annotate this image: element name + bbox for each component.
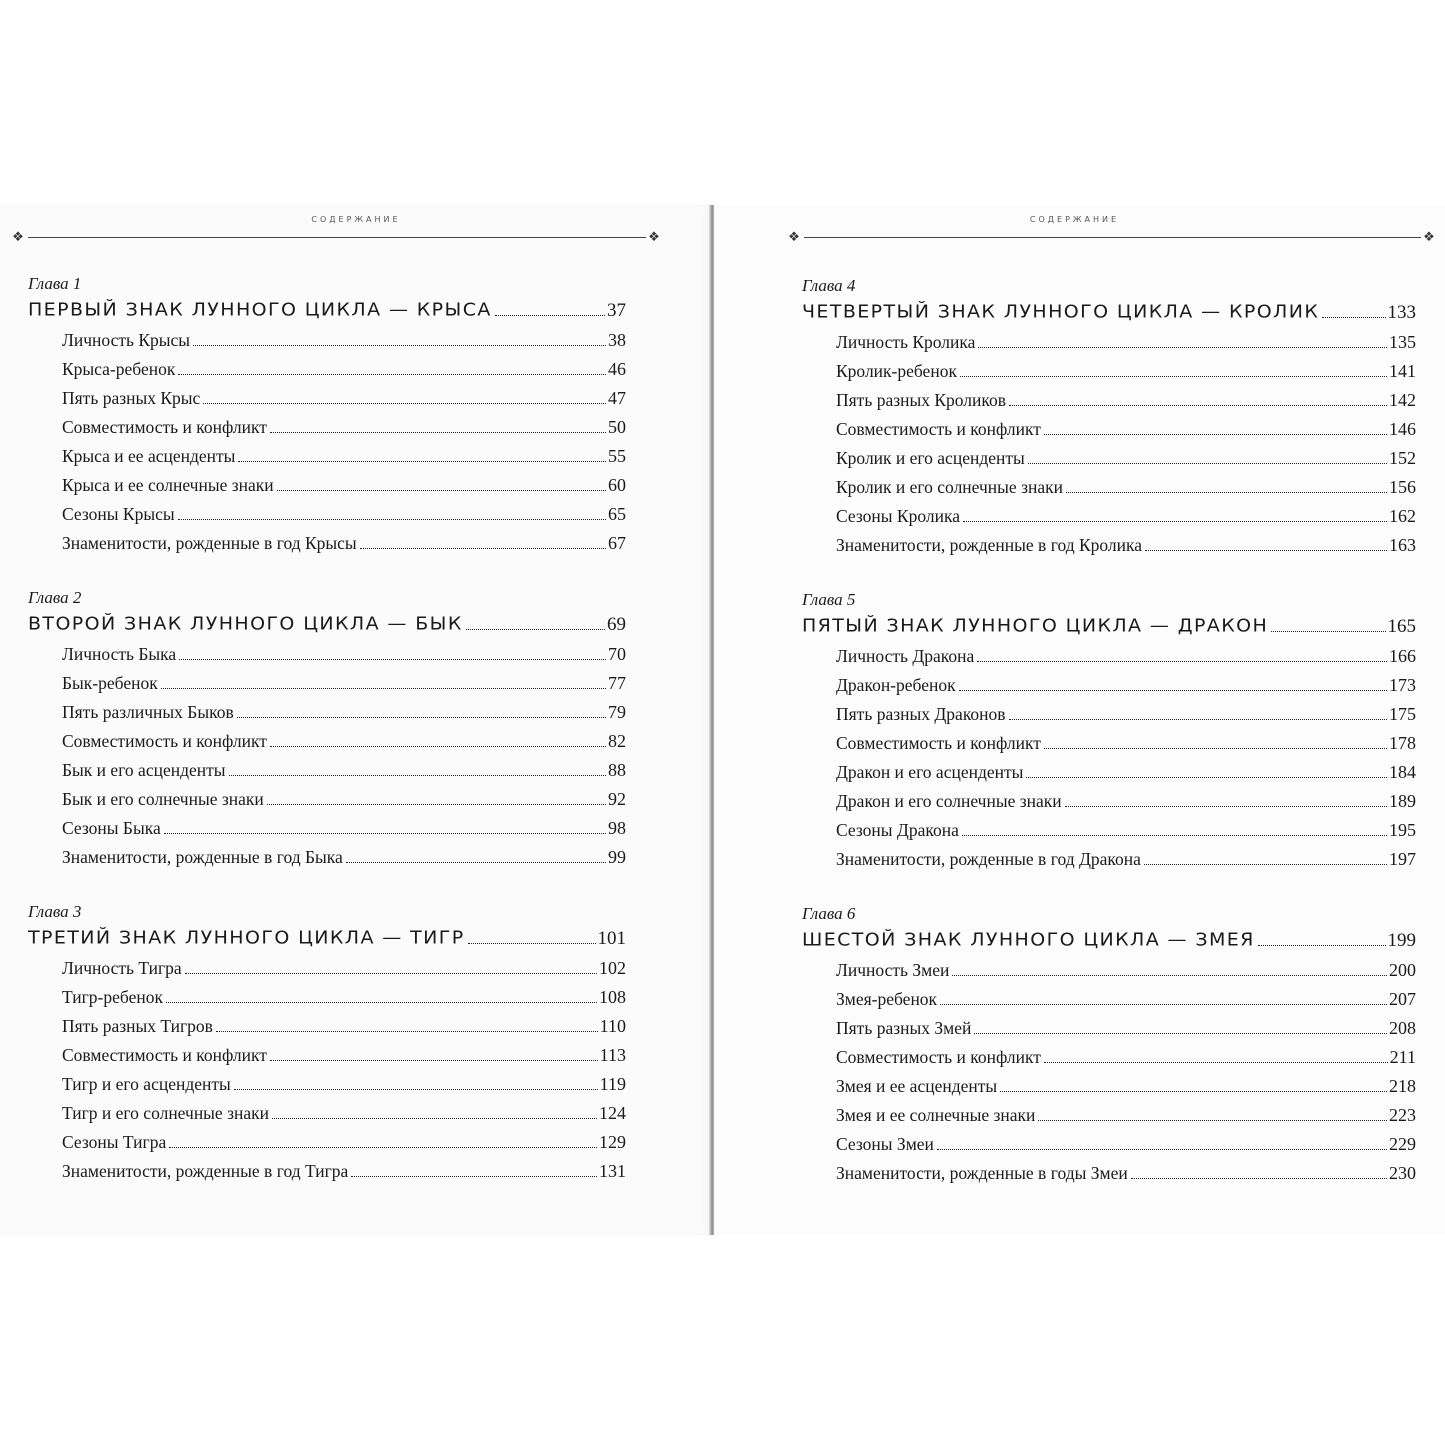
toc-entry-page-number: 163 bbox=[1389, 535, 1416, 555]
toc-entry-page-number: 38 bbox=[608, 330, 626, 350]
table-of-contents-left bbox=[28, 273, 626, 1186]
toc-entry-page-number: 208 bbox=[1389, 1018, 1416, 1038]
toc-entry[interactable] bbox=[802, 357, 1416, 386]
toc-entry-title: Личность Змеи bbox=[836, 960, 950, 980]
dot-leader bbox=[178, 519, 606, 520]
dot-leader bbox=[1271, 631, 1385, 632]
chapter-title: ПЕРВЫЙ ЗНАК ЛУННОГО ЦИКЛА — КРЫСА bbox=[28, 299, 492, 321]
running-head-right: содержание bbox=[1029, 211, 1120, 225]
toc-entry-page-number: 229 bbox=[1389, 1134, 1416, 1154]
toc-entry-title: Личность Дракона bbox=[836, 646, 975, 666]
toc-entry[interactable] bbox=[802, 642, 1416, 671]
toc-entry-page-number: 162 bbox=[1389, 506, 1416, 526]
toc-entry-title: Сезоны Дракона bbox=[836, 820, 959, 840]
toc-entry[interactable] bbox=[802, 956, 1416, 985]
dot-leader bbox=[1044, 1062, 1388, 1063]
header-rule-left bbox=[28, 237, 646, 238]
dot-leader bbox=[272, 1118, 597, 1119]
toc-entry[interactable] bbox=[802, 985, 1416, 1014]
toc-entry[interactable] bbox=[28, 640, 626, 669]
toc-entry-page-number: 173 bbox=[1389, 675, 1416, 695]
toc-entry-page-number: 166 bbox=[1389, 646, 1416, 666]
toc-entry-title: Совместимость и конфликт bbox=[62, 417, 267, 437]
dot-leader bbox=[229, 775, 606, 776]
toc-entry-page-number: 211 bbox=[1389, 1047, 1416, 1067]
toc-entry[interactable] bbox=[802, 473, 1416, 502]
toc-entry-title: Сезоны Тигра bbox=[62, 1132, 167, 1152]
toc-entry[interactable] bbox=[802, 502, 1416, 531]
toc-entry-page-number: 184 bbox=[1389, 762, 1416, 782]
dot-leader bbox=[237, 717, 606, 718]
toc-entry-page-number: 195 bbox=[1389, 820, 1416, 840]
dot-leader bbox=[952, 975, 1387, 976]
toc-entry-title: Змея-ребенок bbox=[836, 989, 938, 1009]
dot-leader bbox=[1044, 748, 1387, 749]
toc-entry-page-number: 77 bbox=[608, 673, 626, 693]
dot-leader bbox=[962, 835, 1387, 836]
dot-leader bbox=[1145, 550, 1387, 551]
toc-entry-title: Змея и ее асценденты bbox=[836, 1076, 998, 1096]
toc-entry-title: Совместимость и конфликт bbox=[62, 1045, 267, 1065]
toc-entry-title: Дракон-ребенок bbox=[836, 675, 956, 695]
toc-entry-title: Пять различных Быков bbox=[62, 702, 234, 722]
toc-entry[interactable] bbox=[802, 1130, 1416, 1159]
toc-entry-title: Сезоны Кролика bbox=[836, 506, 960, 526]
chapter-title: ЧЕТВЕРТЫЙ ЗНАК ЛУННОГО ЦИКЛА — КРОЛИК bbox=[802, 301, 1320, 323]
dot-leader bbox=[178, 374, 606, 375]
chapter-block bbox=[802, 275, 1416, 560]
chapter-spacer bbox=[802, 874, 1416, 903]
dot-leader bbox=[1066, 492, 1387, 493]
toc-entry-title: Крыса-ребенок bbox=[62, 359, 176, 379]
toc-entry-title: Знаменитости, рожденные в годы Змеи bbox=[836, 1163, 1128, 1183]
dot-leader bbox=[1038, 1120, 1387, 1121]
toc-entry-title: Кролик и его солнечные знаки bbox=[836, 477, 1063, 497]
toc-entry-title: Тигр и его асценденты bbox=[62, 1074, 231, 1094]
running-head-left: содержание bbox=[311, 211, 401, 225]
toc-entry-page-number: 189 bbox=[1389, 791, 1416, 811]
dot-leader bbox=[193, 345, 606, 346]
toc-entry[interactable] bbox=[802, 700, 1416, 729]
dot-leader bbox=[974, 1033, 1387, 1034]
dot-leader bbox=[1009, 719, 1387, 720]
toc-entry-page-number: 82 bbox=[608, 731, 626, 751]
toc-entry[interactable] bbox=[802, 1159, 1416, 1188]
dot-leader bbox=[216, 1031, 598, 1032]
toc-entry-title: Пять разных Змей bbox=[836, 1018, 972, 1038]
endless-knot-icon: ❖ bbox=[648, 229, 660, 244]
toc-entry-page-number: 129 bbox=[599, 1132, 626, 1152]
toc-entry-title: Личность Быка bbox=[62, 644, 177, 664]
dot-leader bbox=[161, 688, 606, 689]
toc-entry[interactable] bbox=[28, 727, 626, 756]
toc-entry[interactable] bbox=[28, 756, 626, 785]
toc-entry-title: Дракон и его солнечные знаки bbox=[836, 791, 1062, 811]
toc-entry[interactable] bbox=[802, 1101, 1416, 1130]
toc-entry-title: Пять разных Крыс bbox=[62, 388, 201, 408]
chapter-title: ШЕСТОЙ ЗНАК ЛУННОГО ЦИКЛА — ЗМЕЯ bbox=[802, 929, 1255, 951]
toc-entry[interactable] bbox=[28, 471, 626, 500]
chapter-block bbox=[802, 903, 1416, 1188]
toc-entry[interactable] bbox=[28, 1099, 626, 1128]
toc-entry-title: Знаменитости, рожденные в год Крысы bbox=[62, 533, 357, 553]
chapter-label: Глава 5 bbox=[802, 590, 856, 609]
toc-entry[interactable] bbox=[28, 529, 626, 558]
dot-leader bbox=[1258, 945, 1386, 946]
toc-entry-title: Пять разных Кроликов bbox=[836, 390, 1007, 410]
chapter-label: Глава 6 bbox=[802, 904, 856, 923]
dot-leader bbox=[169, 1147, 597, 1148]
toc-entry-page-number: 79 bbox=[608, 702, 626, 722]
toc-entry[interactable] bbox=[802, 531, 1416, 560]
header-rule-right bbox=[804, 237, 1421, 238]
toc-entry-page-number: 135 bbox=[1389, 332, 1416, 352]
toc-entry-page-number: 152 bbox=[1389, 448, 1416, 468]
toc-entry-page-number: 200 bbox=[1389, 960, 1416, 980]
toc-entry[interactable] bbox=[802, 444, 1416, 473]
dot-leader bbox=[270, 432, 606, 433]
toc-entry-page-number: 197 bbox=[1389, 849, 1416, 869]
chapter-page-number: 133 bbox=[1387, 302, 1416, 323]
dot-leader bbox=[960, 376, 1387, 377]
toc-entry[interactable] bbox=[802, 328, 1416, 357]
chapter-heading-link[interactable] bbox=[28, 923, 626, 954]
toc-entry-page-number: 175 bbox=[1389, 704, 1416, 724]
toc-entry-page-number: 230 bbox=[1389, 1163, 1416, 1183]
toc-entry[interactable] bbox=[802, 758, 1416, 787]
toc-entry-page-number: 99 bbox=[608, 847, 626, 867]
dot-leader bbox=[963, 521, 1387, 522]
dot-leader bbox=[234, 1089, 598, 1090]
dot-leader bbox=[1009, 405, 1387, 406]
chapter-heading-link[interactable] bbox=[802, 297, 1416, 328]
toc-entry-page-number: 108 bbox=[599, 987, 626, 1007]
endless-knot-icon: ❖ bbox=[12, 229, 24, 244]
toc-entry-title: Кролик и его асценденты bbox=[836, 448, 1025, 468]
toc-entry[interactable] bbox=[28, 1012, 626, 1041]
toc-entry-page-number: 60 bbox=[608, 475, 626, 495]
toc-entry-page-number: 142 bbox=[1389, 390, 1416, 410]
chapter-label: Глава 3 bbox=[28, 902, 82, 921]
toc-entry[interactable] bbox=[28, 1157, 626, 1186]
toc-entry[interactable] bbox=[28, 669, 626, 698]
toc-entry[interactable] bbox=[28, 954, 626, 983]
toc-entry-title: Тигр и его солнечные знаки bbox=[62, 1103, 269, 1123]
toc-entry-page-number: 110 bbox=[599, 1016, 626, 1036]
left-page bbox=[0, 205, 712, 1235]
toc-entry-page-number: 70 bbox=[608, 644, 626, 664]
toc-entry[interactable] bbox=[802, 415, 1416, 444]
chapter-page-number: 37 bbox=[607, 300, 626, 321]
chapter-title: ПЯТЫЙ ЗНАК ЛУННОГО ЦИКЛА — ДРАКОН bbox=[802, 615, 1269, 637]
toc-entry[interactable] bbox=[802, 1072, 1416, 1101]
dot-leader bbox=[1131, 1178, 1387, 1179]
dot-leader bbox=[495, 315, 605, 316]
toc-entry-page-number: 67 bbox=[608, 533, 626, 553]
dot-leader bbox=[937, 1149, 1387, 1150]
chapter-page-number: 69 bbox=[607, 614, 626, 635]
toc-entry-title: Пять разных Тигров bbox=[62, 1016, 213, 1036]
dot-leader bbox=[351, 1176, 597, 1177]
chapter-label: Глава 1 bbox=[28, 274, 82, 293]
table-of-contents-right bbox=[802, 275, 1416, 1188]
toc-entry-title: Совместимость и конфликт bbox=[62, 731, 267, 751]
dot-leader bbox=[1322, 317, 1385, 318]
toc-entry-title: Знаменитости, рожденные в год Кролика bbox=[836, 535, 1143, 555]
endless-knot-icon: ❖ bbox=[788, 229, 800, 244]
dot-leader bbox=[360, 548, 606, 549]
dot-leader bbox=[346, 862, 606, 863]
dot-leader bbox=[959, 690, 1387, 691]
toc-entry-title: Пять разных Драконов bbox=[836, 704, 1006, 724]
toc-entry-page-number: 178 bbox=[1389, 733, 1416, 753]
toc-entry-page-number: 124 bbox=[599, 1103, 626, 1123]
chapter-block bbox=[28, 587, 626, 872]
dot-leader bbox=[940, 1004, 1387, 1005]
chapter-spacer bbox=[802, 560, 1416, 589]
toc-entry[interactable] bbox=[802, 816, 1416, 845]
toc-entry-page-number: 218 bbox=[1389, 1076, 1416, 1096]
dot-leader bbox=[466, 629, 605, 630]
toc-entry-page-number: 119 bbox=[599, 1074, 626, 1094]
toc-entry-title: Бык-ребенок bbox=[62, 673, 158, 693]
dot-leader bbox=[977, 661, 1387, 662]
dot-leader bbox=[203, 403, 606, 404]
toc-entry-page-number: 207 bbox=[1389, 989, 1416, 1009]
toc-entry-page-number: 113 bbox=[599, 1045, 626, 1065]
toc-entry[interactable] bbox=[802, 1014, 1416, 1043]
chapter-spacer bbox=[28, 872, 626, 901]
toc-entry-title: Знаменитости, рожденные в год Тигра bbox=[62, 1161, 349, 1181]
chapter-heading-link[interactable] bbox=[802, 925, 1416, 956]
toc-entry[interactable] bbox=[28, 442, 626, 471]
chapter-heading-link[interactable] bbox=[28, 295, 626, 326]
chapter-block bbox=[28, 901, 626, 1186]
toc-entry-page-number: 223 bbox=[1389, 1105, 1416, 1125]
toc-entry[interactable] bbox=[28, 1128, 626, 1157]
toc-entry-title: Сезоны Быка bbox=[62, 818, 161, 838]
toc-entry-page-number: 55 bbox=[608, 446, 626, 466]
toc-entry-title: Змея и ее солнечные знаки bbox=[836, 1105, 1036, 1125]
toc-entry[interactable] bbox=[28, 814, 626, 843]
chapter-title: ТРЕТИЙ ЗНАК ЛУННОГО ЦИКЛА — ТИГР bbox=[28, 927, 465, 949]
dot-leader bbox=[1144, 864, 1387, 865]
toc-entry-page-number: 98 bbox=[608, 818, 626, 838]
toc-entry-title: Совместимость и конфликт bbox=[836, 419, 1041, 439]
dot-leader bbox=[468, 943, 596, 944]
dot-leader bbox=[1044, 434, 1387, 435]
dot-leader bbox=[1028, 463, 1387, 464]
dot-leader bbox=[164, 833, 606, 834]
toc-entry-title: Сезоны Змеи bbox=[836, 1134, 934, 1154]
toc-entry[interactable] bbox=[28, 326, 626, 355]
dot-leader bbox=[185, 973, 597, 974]
toc-entry-title: Сезоны Крысы bbox=[62, 504, 175, 524]
toc-entry-title: Знаменитости, рожденные в год Быка bbox=[62, 847, 343, 867]
toc-entry-page-number: 46 bbox=[608, 359, 626, 379]
dot-leader bbox=[1065, 806, 1387, 807]
chapter-block bbox=[28, 273, 626, 558]
dot-leader bbox=[166, 1002, 597, 1003]
toc-entry[interactable] bbox=[28, 843, 626, 872]
toc-entry-page-number: 50 bbox=[608, 417, 626, 437]
dot-leader bbox=[179, 659, 606, 660]
dot-leader bbox=[238, 461, 606, 462]
toc-entry[interactable] bbox=[28, 355, 626, 384]
toc-entry[interactable] bbox=[28, 983, 626, 1012]
dot-leader bbox=[270, 1060, 598, 1061]
toc-entry-title: Личность Тигра bbox=[62, 958, 182, 978]
chapter-title: ВТОРОЙ ЗНАК ЛУННОГО ЦИКЛА — БЫК bbox=[28, 613, 463, 635]
dot-leader bbox=[267, 804, 606, 805]
toc-entry-title: Личность Кролика bbox=[836, 332, 976, 352]
toc-entry[interactable] bbox=[802, 671, 1416, 700]
right-page bbox=[714, 205, 1445, 1235]
toc-entry-title: Совместимость и конфликт bbox=[836, 733, 1041, 753]
toc-entry-page-number: 65 bbox=[608, 504, 626, 524]
chapter-label: Глава 4 bbox=[802, 276, 856, 295]
chapter-spacer bbox=[28, 558, 626, 587]
toc-entry[interactable] bbox=[28, 785, 626, 814]
toc-entry[interactable] bbox=[28, 500, 626, 529]
toc-entry[interactable] bbox=[28, 413, 626, 442]
toc-entry[interactable] bbox=[802, 845, 1416, 874]
toc-entry-page-number: 131 bbox=[599, 1161, 626, 1181]
toc-entry-title: Дракон и его асценденты bbox=[836, 762, 1024, 782]
toc-entry-title: Бык и его асценденты bbox=[62, 760, 226, 780]
toc-entry-title: Кролик-ребенок bbox=[836, 361, 957, 381]
toc-entry-page-number: 141 bbox=[1389, 361, 1416, 381]
toc-entry[interactable] bbox=[28, 1070, 626, 1099]
toc-entry-title: Совместимость и конфликт bbox=[836, 1047, 1041, 1067]
dot-leader bbox=[270, 746, 606, 747]
toc-entry[interactable] bbox=[802, 787, 1416, 816]
toc-entry-title: Крыса и ее солнечные знаки bbox=[62, 475, 274, 495]
dot-leader bbox=[277, 490, 606, 491]
dot-leader bbox=[1000, 1091, 1387, 1092]
toc-entry-title: Тигр-ребенок bbox=[62, 987, 163, 1007]
toc-entry[interactable] bbox=[802, 729, 1416, 758]
toc-entry-page-number: 156 bbox=[1389, 477, 1416, 497]
dot-leader bbox=[1026, 777, 1387, 778]
toc-entry-page-number: 102 bbox=[599, 958, 626, 978]
chapter-label: Глава 2 bbox=[28, 588, 82, 607]
toc-entry-title: Личность Крысы bbox=[62, 330, 191, 350]
chapter-page-number: 165 bbox=[1387, 616, 1416, 637]
toc-entry-title: Бык и его солнечные знаки bbox=[62, 789, 264, 809]
toc-entry[interactable] bbox=[802, 1043, 1416, 1072]
chapter-page-number: 101 bbox=[597, 928, 626, 949]
toc-entry-title: Крыса и ее асценденты bbox=[62, 446, 236, 466]
toc-entry-page-number: 146 bbox=[1389, 419, 1416, 439]
chapter-heading-link[interactable] bbox=[28, 609, 626, 640]
toc-entry[interactable] bbox=[802, 386, 1416, 415]
dot-leader bbox=[978, 347, 1387, 348]
toc-entry[interactable] bbox=[28, 698, 626, 727]
toc-entry[interactable] bbox=[28, 384, 626, 413]
chapter-heading-link[interactable] bbox=[802, 611, 1416, 642]
toc-entry[interactable] bbox=[28, 1041, 626, 1070]
toc-entry-title: Знаменитости, рожденные в год Дракона bbox=[836, 849, 1141, 869]
toc-entry-page-number: 92 bbox=[608, 789, 626, 809]
endless-knot-icon: ❖ bbox=[1423, 229, 1435, 244]
chapter-block bbox=[802, 589, 1416, 874]
chapter-page-number: 199 bbox=[1387, 930, 1416, 951]
toc-entry-page-number: 47 bbox=[608, 388, 626, 408]
toc-entry-page-number: 88 bbox=[608, 760, 626, 780]
